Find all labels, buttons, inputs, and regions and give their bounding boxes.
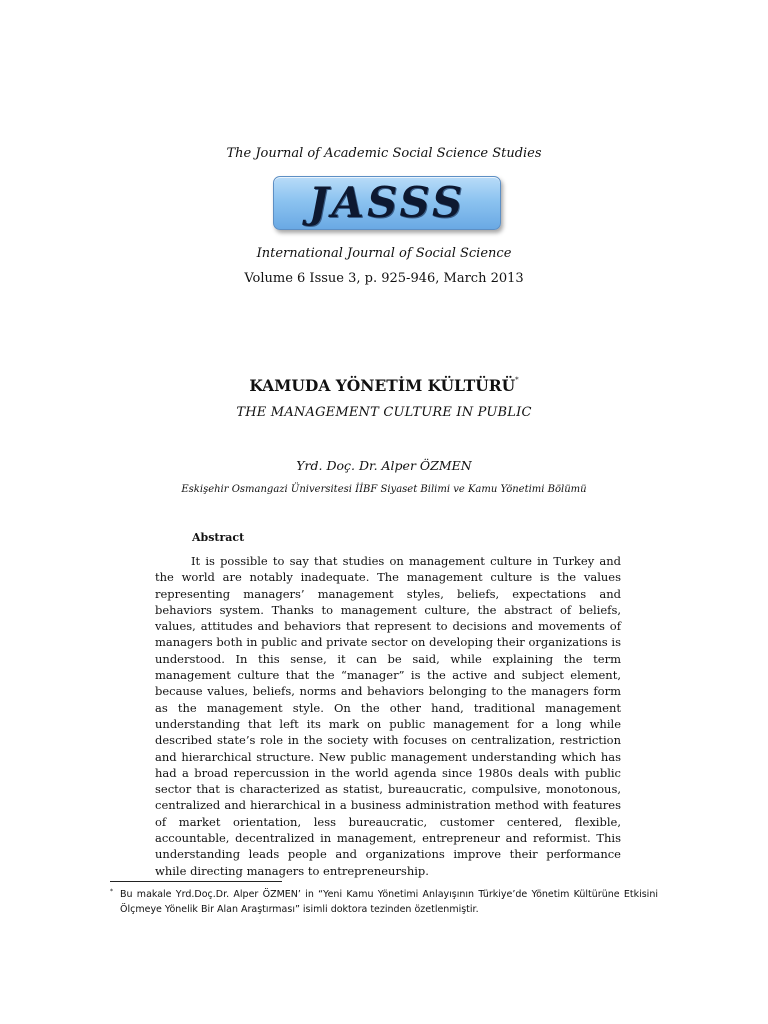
article-title-english: THE MANAGEMENT CULTURE IN PUBLIC	[236, 405, 532, 420]
title-footnote-mark: *	[515, 375, 519, 384]
journal-name: The Journal of Academic Social Science Studies	[226, 146, 542, 161]
author-name: Yrd. Doç. Dr. Alper ÖZMEN	[296, 458, 472, 473]
article-title-turkish-text: KAMUDA YÖNETİM KÜLTÜRÜ	[249, 376, 516, 395]
author-affiliation: Eskişehir Osmangazi Üniversitesi İİBF Siyaset Bilimi ve Kamu Yönetimi Bölümü	[181, 484, 587, 495]
international-journal-name: International Journal of Social Science	[256, 246, 512, 261]
abstract-body: It is possible to say that studies on management culture in Turkey and the world are notably inadequate. The management culture is the values representing managers’ management styles, beliefs, expectations and behaviors system. Thanks to management culture, the abstract of beliefs, values, attitudes and behaviors that represent to decisions and movements of managers both in public and private sector on developing their organizations is understood. In this sense, it can be said, while explaining the term management culture that the “manager” is the active and subject element, because values, beliefs, norms and behaviors belonging to the managers form as the management style. On the other hand, traditional management understanding that left its mark on public management for a long while described state’s role in the society with focuses on centralization, restriction and hierarchical structure. New public management understanding which has had a broad repercussion in the world agenda since 1980s deals with public sector that is characterized as statist, bureaucratic, compulsive, monotonous, centralized and hierarchical in a business administration method with features of market orientation, less bureaucratic, customer centered, flexible, accountable, decentralized in management, entrepreneur and reformist. This understanding leads people and organizations improve their performance while directing managers to entrepreneurship.	[155, 554, 621, 878]
volume-info: Volume 6 Issue 3, p. 925-946, March 2013	[244, 271, 524, 286]
abstract-heading: Abstract	[192, 531, 245, 544]
article-title-turkish	[0, 376, 768, 395]
footnote-text: Bu makale Yrd.Doç.Dr. Alper ÖZMEN’ in “Yeni Kamu Yönetimi Anlayışının Türkiye’de Yönetim Kültürüne Etkisini Ölçmeye Yönelik Bir Alan Araştırması” isimli doktora tezinden özetlenmiştir.	[120, 889, 658, 915]
jasss-logo: JASSS	[273, 176, 501, 230]
footnote-mark: *	[110, 888, 113, 895]
footnote-divider	[110, 881, 282, 882]
footnote	[110, 887, 658, 917]
